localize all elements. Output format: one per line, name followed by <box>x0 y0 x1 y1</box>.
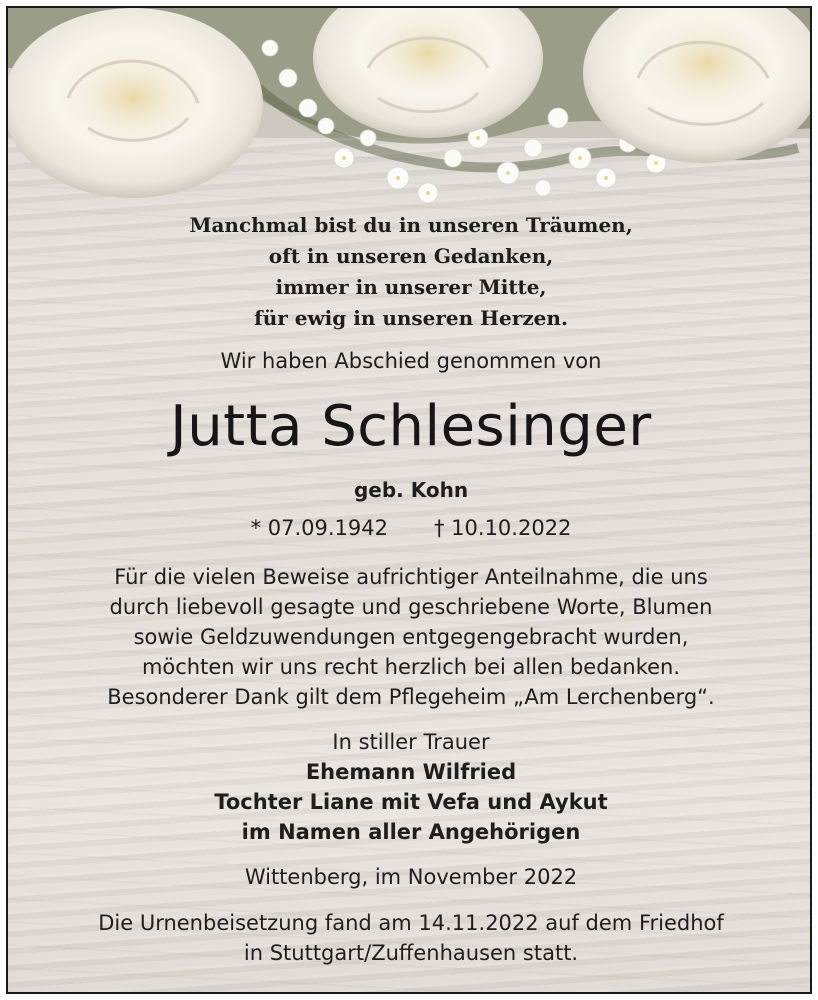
poem-line: Manchmal bist du in unseren Träumen, <box>189 213 633 237</box>
burial-line: in Stuttgart/Zuffenhausen statt. <box>243 941 579 965</box>
mourner-line: Tochter Liane mit Vefa und Aykut <box>214 790 608 814</box>
poem-line: oft in unseren Gedanken, <box>268 244 554 268</box>
thanks-line: durch liebevoll gesagte und geschriebene Worte, Blumen <box>109 595 713 619</box>
intro-text: Wir haben Abschied genommen von <box>220 349 602 373</box>
white-roses-image <box>8 8 812 223</box>
poem-line: immer in unserer Mitte, <box>275 275 547 299</box>
mourner-line: im Namen aller Angehörigen <box>241 820 581 844</box>
place-date: Wittenberg, im November 2022 <box>244 865 578 889</box>
death-date: † 10.10.2022 <box>434 516 572 540</box>
maiden-name: geb. Kohn <box>353 478 469 502</box>
poem-line: für ewig in unseren Herzen. <box>254 306 568 330</box>
thanks-line: möchten wir uns recht herzlich bei allen bedanken. <box>141 655 681 679</box>
thanks-line: sowie Geldzuwendungen entgegengebracht wurden, <box>133 625 689 649</box>
mourner-line: Ehemann Wilfried <box>305 760 517 784</box>
obituary-card <box>6 6 812 994</box>
thanks-line: Besonderer Dank gilt dem Pflegeheim „Am Lerchenberg“. <box>107 685 715 709</box>
life-dates <box>8 516 812 540</box>
deceased-name: Jutta Schlesinger <box>170 394 652 459</box>
thanks-line: Für die vielen Beweise aufrichtiger Anteilnahme, die uns <box>114 565 708 589</box>
mourning-intro: In stiller Trauer <box>332 730 490 754</box>
birth-date: * 07.09.1942 <box>250 516 388 540</box>
burial-line: Die Urnenbeisetzung fand am 14.11.2022 auf dem Friedhof <box>98 911 724 935</box>
